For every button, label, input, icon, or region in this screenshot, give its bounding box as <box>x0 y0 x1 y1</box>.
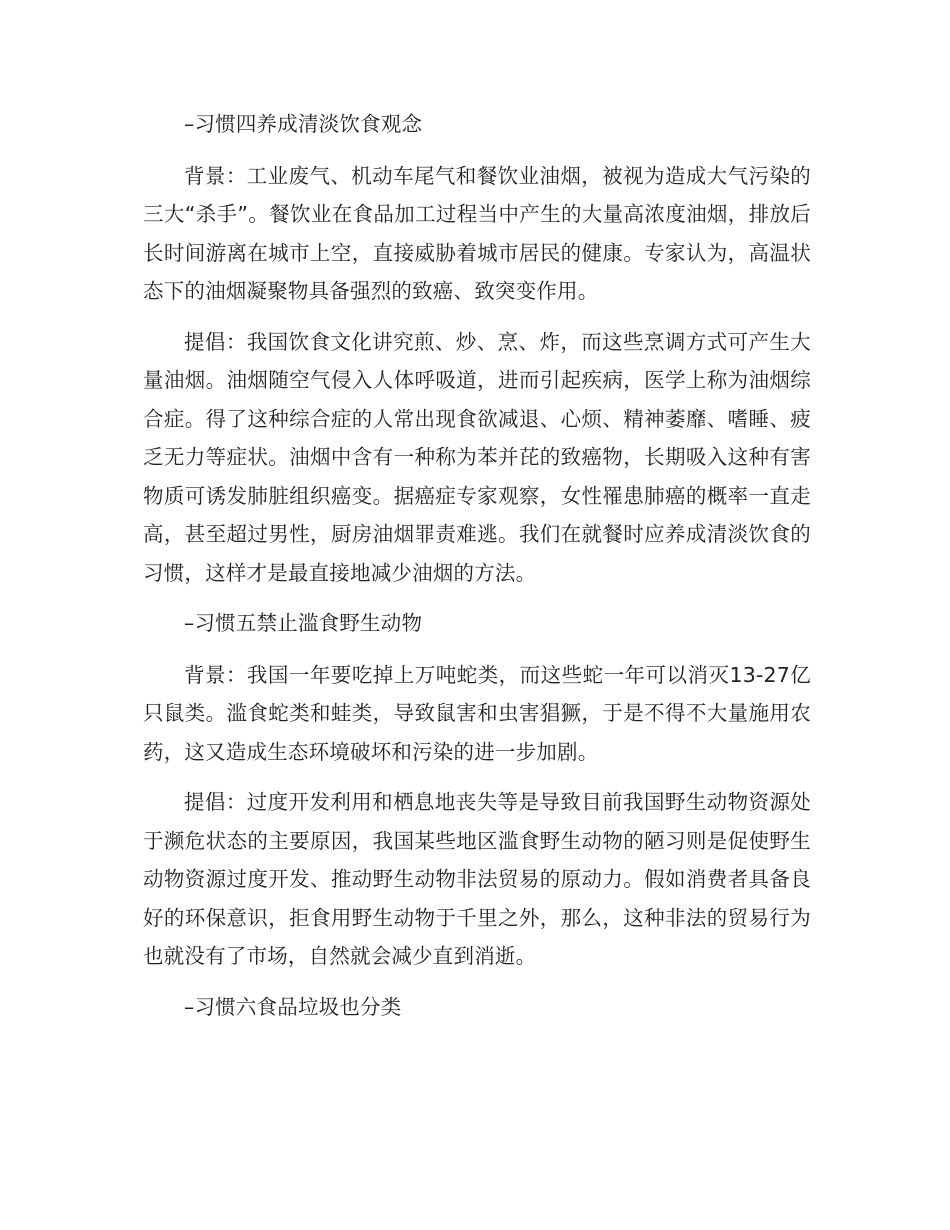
paragraph-background-habit-5: 背景：我国一年要吃掉上万吨蛇类，而这些蛇一年可以消灭13-27亿只鼠类。滥食蛇类和蛙类，导致鼠害和虫害猖獗，于是不得不大量施用农药，这又造成生态环境破坏和污染的进一步加剧。 <box>143 662 811 764</box>
section-heading-habit-5: –习惯五禁止滥食野生动物 <box>184 611 423 635</box>
paragraph-advocacy-habit-4: 提倡：我国饮食文化讲究煎、炒、烹、炸，而这些烹调方式可产生大量油烟。油烟随空气侵入人体呼吸道，进而引起疾病，医学上称为油烟综合症。得了这种综合症的人常出现食欲减退、心烦、精神萎靡、嗜睡、疲乏无力等症状。油烟中含有一种称为苯并芘的致癌物，长期吸入这种有害物质可诱发肺脏组织癌变。据癌症专家观察，女性罹患肺癌的概率一直走高，甚至超过男性，厨房油烟罪责难逃。我们在就餐时应养成清淡饮食的习惯，这样才是最直接地减少油烟的方法。 <box>143 329 811 585</box>
paragraph-background-habit-4: 背景：工业废气、机动车尾气和餐饮业油烟，被视为造成大气污染的三大“杀手”。餐饮业在食品加工过程当中产生的大量高浓度油烟，排放后长时间游离在城市上空，直接威胁着城市居民的健康。专家认为，高温状态下的油烟凝聚物具备强烈的致癌、致突变作用。 <box>143 163 811 303</box>
document-page <box>143 105 811 1026</box>
paragraph-advocacy-habit-5: 提倡：过度开发利用和栖息地丧失等是导致目前我国野生动物资源处于濒危状态的主要原因，我国某些地区滥食野生动物的陋习则是促使野生动物资源过度开发、推动野生动物非法贸易的原动力。假如消费者具备良好的环保意识，拒食用野生动物于千里之外，那么，这种非法的贸易行为也就没有了市场，自然就会减少直到消逝。 <box>143 790 811 968</box>
section-heading-habit-4: –习惯四养成清淡饮食观念 <box>184 112 423 136</box>
section-heading-habit-6: –习惯六食品垃圾也分类 <box>184 994 402 1019</box>
